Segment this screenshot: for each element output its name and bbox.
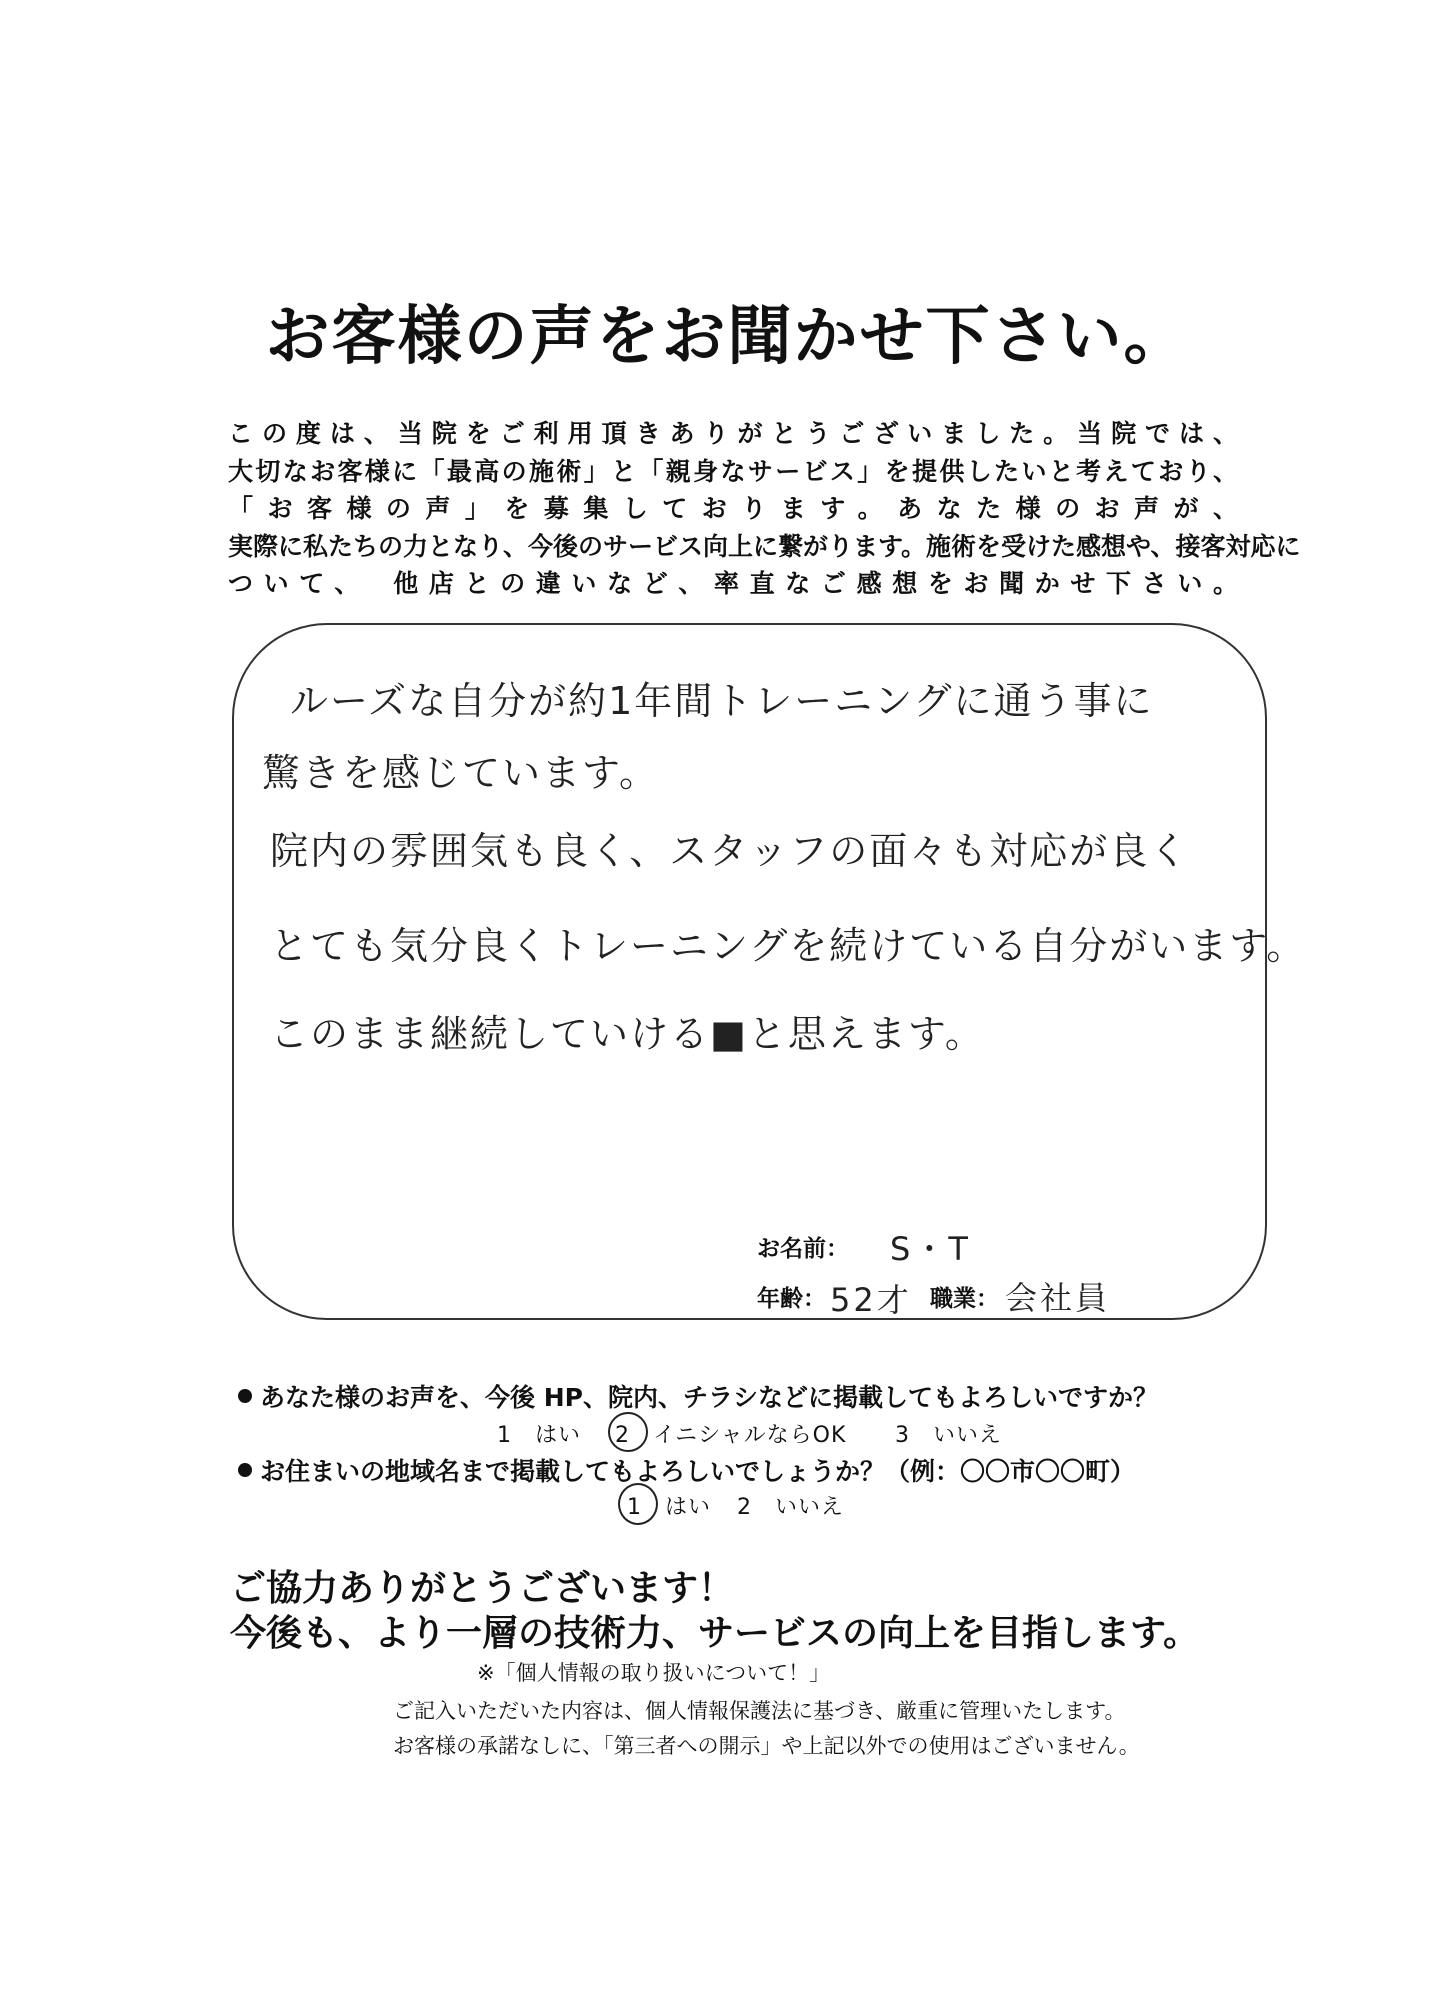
comment-line: このまま継続していける■と思えます。 — [270, 1012, 985, 1056]
privacy-title: ※「個人情報の取り扱いについて！」 — [477, 1661, 831, 1685]
question-2 — [238, 1452, 1135, 1488]
intro-line: 「お客様の声」を募集しております。あなた様のお声が、 — [228, 494, 1238, 523]
age-value[interactable]: 52才 — [830, 1281, 912, 1319]
job-label: 職業： — [930, 1286, 999, 1312]
intro-line: この度は、当院をご利用頂きありがとうございました。当院では、 — [228, 419, 1238, 448]
comment-box[interactable] — [232, 623, 1267, 1320]
q1-option-3[interactable]: 3 いいえ — [895, 1423, 1002, 1448]
privacy-line: お客様の承諾なしに、「第三者への開示」や上記以外での使用はございません。 — [393, 1734, 1140, 1758]
question-1 — [238, 1378, 1158, 1414]
name-value[interactable]: S・T — [890, 1230, 971, 1268]
intro-line: 実際に私たちの力となり、今後のサービス向上に繋がります。施術を受けた感想や、接客対応に — [228, 531, 1301, 561]
privacy-line: ご記入いただいた内容は、個人情報保護法に基づき、厳重に管理いたします。 — [393, 1699, 1126, 1723]
bullet-icon — [238, 1463, 252, 1477]
comment-line: ルーズな自分が約1年間トレーニングに通う事に — [290, 679, 1154, 723]
q1-option-2[interactable]: 2 イニシャルならOK — [615, 1423, 847, 1448]
question-1-text: あなた様のお声を、今後 HP、院内、チラシなどに掲載してもよろしいですか？ — [260, 1383, 1158, 1412]
q2-option-1[interactable]: 1 はい — [627, 1495, 711, 1520]
age-label: 年齢： — [757, 1286, 826, 1312]
comment-line: 驚きを感じています。 — [262, 751, 659, 795]
thanks-subheading: 今後も、より一層の技術力、サービスの向上を目指します。 — [230, 1613, 1200, 1654]
intro-text — [228, 415, 1301, 603]
q1-option-1[interactable]: 1 はい — [497, 1423, 581, 1448]
comment-line: 院内の雰囲気も良く、スタッフの面々も対応が良く — [270, 829, 1190, 873]
job-value[interactable]: 会社員 — [1005, 1279, 1111, 1317]
selected-circle-icon — [618, 1483, 658, 1525]
bullet-icon — [238, 1389, 252, 1403]
thanks-heading: ご協力ありがとうございます！ — [230, 1568, 735, 1609]
intro-line: ついて、 他店との違いなど、率直なご感想をお聞かせ下さい。 — [228, 569, 1238, 598]
comment-line: とても気分良くトレーニングを続けている自分がいます。 — [270, 924, 1307, 968]
question-2-text: お住まいの地域名まで掲載してもよろしいでしょうか？（例：〇〇市〇〇町） — [260, 1457, 1136, 1486]
intro-line: 大切なお客様に「最高の施術」と「親身なサービス」を提供したいと考えており、 — [228, 456, 1238, 486]
selected-circle-icon — [608, 1412, 648, 1452]
name-label: お名前： — [757, 1236, 849, 1262]
page-title: お客様の声をお聞かせ下さい。 — [265, 300, 1190, 374]
q2-option-2[interactable]: 2 いいえ — [737, 1495, 844, 1520]
